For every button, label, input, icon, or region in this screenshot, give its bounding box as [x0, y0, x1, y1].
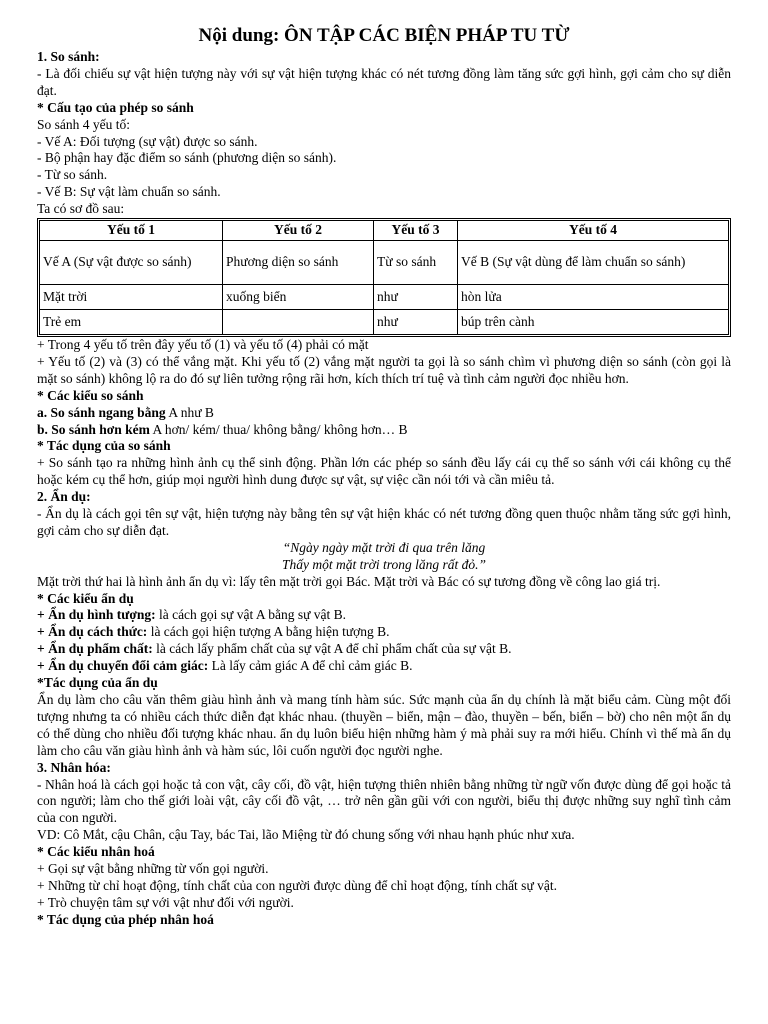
types-heading-an-du: * Các kiểu ẩn dụ	[37, 590, 134, 606]
table-row	[40, 309, 729, 334]
type-text: là cách lấy phẩm chất của sự vật A để chỉ phẩm chất của sự vật B.	[152, 641, 512, 657]
section-heading-so-sanh: 1. So sánh:	[37, 49, 100, 64]
type-label: a. So sánh ngang bằng	[37, 404, 166, 420]
definition-so-sanh: - Là đối chiếu sự vật hiện tượng này với sự vật hiện tượng khác có nét tương đồng làm tăng sức gợi hình, gợi cảm cho sự diễn đạt.	[37, 65, 731, 98]
type-text: là cách gọi sự vật A bằng sự vật B.	[155, 607, 347, 623]
type-line	[37, 405, 731, 422]
effect-heading-so-sanh: * Tác dụng của so sánh	[37, 438, 171, 454]
table-cell: Từ so sánh	[374, 240, 458, 284]
example-nhan-hoa: VD: Cô Mắt, cậu Chân, cậu Tay, bác Tai, lão Miệng từ đó chung sống với nhau hạnh phúc như xưa.	[37, 827, 575, 843]
type-label: + Ẩn dụ cách thức:	[37, 624, 148, 640]
element-line: - Từ so sánh.	[37, 167, 108, 183]
explanation-an-du: Mặt trời thứ hai là hình ảnh ẩn dụ vì: lấy tên mặt trời gọi Bác. Mặt trời và Bác có sự tương đồng về công lao giá trị.	[37, 573, 661, 589]
table-cell: Phương diện so sánh	[223, 240, 374, 284]
note-line: + Trong 4 yếu tố trên đây yếu tố (1) và yếu tố (4) phải có mặt	[37, 336, 369, 352]
type-text: A như B	[165, 404, 214, 420]
table-cell	[223, 309, 374, 334]
effect-text-so-sanh: + So sánh tạo ra những hình ảnh cụ thể sinh động. Phần lớn các phép so sánh đều lấy cái cụ thể so sánh với cái không cụ thể hoặc kém cụ thể hơn, giúp mọi người hình dung được sự vật, sự việc cần nói tới và cần miêu tả.	[37, 455, 731, 488]
table-cell: Mặt trời	[40, 284, 223, 309]
effect-text-an-du: Ẩn dụ làm cho câu văn thêm giàu hình ảnh và mang tính hàm súc. Sức mạnh của ẩn dụ chính là mặt biểu cảm. Cùng một đối tượng nhưng ta có nhiều cách thức diễn đạt khác nhau. (thuyền – biển, mận – đào, thuyền – bến, biển – bờ) cho nên một ẩn dụ có thể dùng cho nhiều đối tượng khác nhau. ẩn dụ luôn biểu hiện những hàm ý mà phải suy ra mới hiểu. Chính vì thế mà ẩn dụ làm cho câu văn giàu hình ảnh và hàm súc, lôi cuốn người đọc người nghe.	[37, 692, 731, 758]
type-line	[37, 658, 731, 675]
types-heading-nhan-hoa: * Các kiểu nhân hoá	[37, 844, 155, 860]
type-label: b. So sánh hơn kém	[37, 421, 150, 437]
structure-intro: So sánh 4 yếu tố:	[37, 116, 130, 132]
table-cell: xuống biển	[223, 284, 374, 309]
type-text: Là lấy cảm giác A để chỉ cảm giác B.	[208, 658, 413, 674]
type-text: A hơn/ kém/ thua/ không bằng/ không hơn… B	[149, 421, 408, 437]
section-heading-nhan-hoa: 3. Nhân hóa:	[37, 759, 111, 775]
poem-line: “Ngày ngày mặt trời đi qua trên lăng	[282, 539, 486, 555]
table-header-row	[40, 221, 729, 241]
type-line: + Gọi sự vật bằng những từ vốn gọi người.	[37, 861, 269, 877]
diagram-intro: Ta có sơ đồ sau:	[37, 201, 125, 217]
definition-an-du: - Ẩn dụ là cách gọi tên sự vật, hiện tượng này bằng tên sự vật hiện khác có nét tương đồng quen thuộc nhằm tăng sức gợi hình, gợi cảm cho sự diễn đạt.	[37, 506, 731, 538]
table-cell: hòn lửa	[458, 284, 729, 309]
type-line	[37, 422, 731, 439]
type-label: + Ẩn dụ chuyển đổi cảm giác:	[37, 658, 209, 674]
effect-heading-an-du: *Tác dụng của ẩn dụ	[37, 675, 158, 691]
type-line: + Trò chuyện tâm sự với vật như đối với người.	[37, 894, 294, 910]
type-label: + Ẩn dụ phẩm chất:	[37, 641, 153, 657]
table-cell: Vế A (Sự vật được so sánh)	[40, 240, 223, 284]
type-line	[37, 607, 731, 624]
element-line: - Bộ phận hay đặc điểm so sánh (phương diện so sánh).	[37, 150, 337, 166]
comparison-table	[37, 218, 731, 337]
table-header-cell: Yếu tố 2	[223, 221, 374, 241]
type-line: + Những từ chỉ hoạt động, tính chất của con người được dùng để chỉ hoạt động, tính chất sự vật.	[37, 877, 558, 893]
effect-heading-nhan-hoa: * Tác dụng của phép nhân hoá	[37, 911, 214, 927]
section-heading-an-du: 2. Ẩn dụ:	[37, 489, 91, 505]
structure-heading: * Cấu tạo của phép so sánh	[37, 99, 194, 115]
table-row	[40, 240, 729, 284]
element-line: - Vế A: Đối tượng (sự vật) được so sánh.	[37, 133, 258, 149]
note-line: + Yếu tố (2) và (3) có thể vắng mặt. Khi yếu tố (2) vắng mặt người ta gọi là so sánh chìm vì phương diện so sánh (còn gọi là mặt so sánh) không lộ ra do đó sự liên tưởng rộng rãi hơn, kích thích trí tuệ và tình cảm người đọc nhiều hơn.	[37, 353, 731, 386]
definition-nhan-hoa: - Nhân hoá là cách gọi hoặc tả con vật, cây cối, đồ vật, hiện tượng thiên nhiên bằng những từ ngữ vốn được dùng để gọi hoặc tả con người; làm cho thế giới loài vật, cây cối đồ vật, … trở nên gần gũi với con người, biểu thị được những suy nghĩ tình cảm của con người.	[37, 776, 731, 826]
table-cell: Vế B (Sự vật dùng để làm chuẩn so sánh)	[458, 240, 729, 284]
page-title: Nội dung: ÔN TẬP CÁC BIỆN PHÁP TU TỪ	[198, 25, 570, 46]
type-label: + Ẩn dụ hình tượng:	[37, 607, 156, 623]
table-cell: búp trên cành	[458, 309, 729, 334]
table-cell: như	[374, 284, 458, 309]
table-cell: Trẻ em	[40, 309, 223, 334]
type-line	[37, 641, 731, 658]
table-cell: như	[374, 309, 458, 334]
type-text: là cách gọi hiện tượng A bằng hiện tượng B.	[147, 624, 390, 640]
element-line: - Vế B: Sự vật làm chuẩn so sánh.	[37, 184, 221, 200]
table-header-cell: Yếu tố 4	[458, 221, 729, 241]
table-header-cell: Yếu tố 3	[374, 221, 458, 241]
type-line	[37, 624, 731, 641]
table-header-cell: Yếu tố 1	[40, 221, 223, 241]
table-row	[40, 284, 729, 309]
types-heading-so-sanh: * Các kiểu so sánh	[37, 387, 144, 403]
poem-line: Thấy một mặt trời trong lăng rất đỏ.”	[282, 556, 486, 572]
